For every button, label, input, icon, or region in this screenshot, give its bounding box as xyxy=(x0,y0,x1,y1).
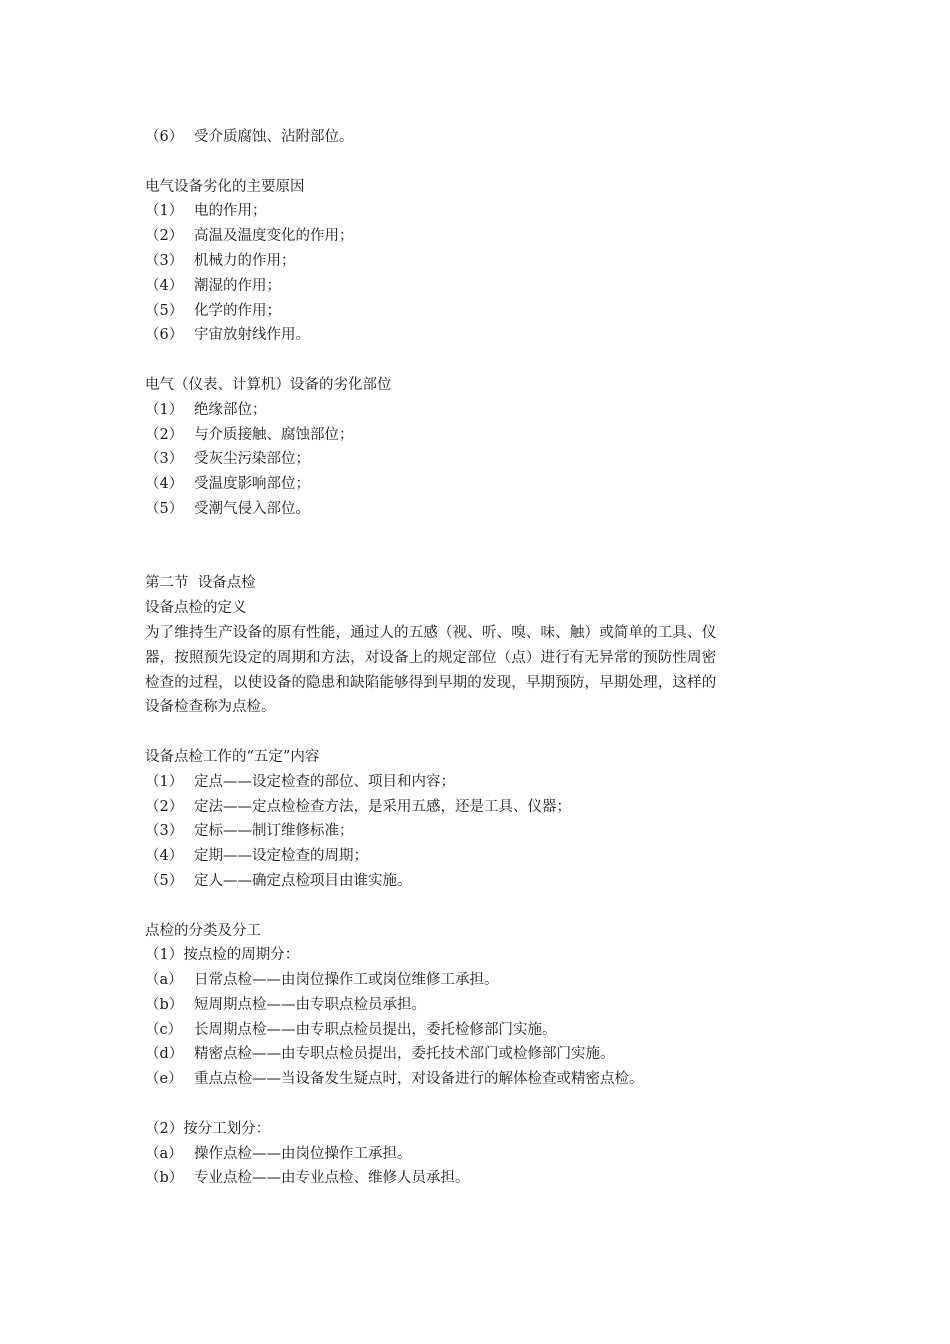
section-heading: 电气设备劣化的主要原因 xyxy=(145,178,305,195)
item-text: 宇宙放射线作用。 xyxy=(194,327,310,344)
item-text: 重点点检——当设备发生疑点时，对设备进行的解体检查或精密点检。 xyxy=(194,1071,644,1088)
list-item xyxy=(145,1042,810,1067)
list-item xyxy=(145,1018,810,1043)
item-number: （b） xyxy=(145,996,184,1013)
list-item xyxy=(145,447,810,472)
item-number: （b） xyxy=(145,1170,184,1187)
list-item xyxy=(145,1166,810,1191)
item-number: （6） xyxy=(145,129,184,145)
item-number: （1） xyxy=(145,773,184,790)
list-item xyxy=(145,125,810,150)
item-number: （2） xyxy=(145,426,184,443)
item-text: 机械力的作用； xyxy=(194,252,296,269)
item-number: （4） xyxy=(145,277,184,294)
definition-line: 为了维持生产设备的原有性能，通过人的五感（视、听、嗅、味、触）或简单的工具、仪 xyxy=(145,624,717,641)
item-text: 化学的作用； xyxy=(194,302,281,319)
item-number: （1） xyxy=(145,203,184,220)
list-item xyxy=(145,224,810,249)
definition-line: 器，按照预先设定的周期和方法，对设备上的规定部位（点）进行有无异常的预防性周密 xyxy=(145,649,717,666)
list-item xyxy=(145,497,810,522)
item-number: （4） xyxy=(145,848,184,865)
item-number: （2） xyxy=(145,798,184,815)
list-item xyxy=(145,323,810,348)
list-item xyxy=(145,993,810,1018)
item-number: （4） xyxy=(145,476,184,493)
item-text: 绝缘部位； xyxy=(194,401,267,418)
item-number: （5） xyxy=(145,500,184,517)
list-item xyxy=(145,819,810,844)
section-heading: 点检的分类及分工 xyxy=(145,922,261,939)
item-number: （a） xyxy=(145,972,183,989)
item-number: （e） xyxy=(145,1071,183,1088)
item-number: （a） xyxy=(145,1145,183,1162)
item-text: 定法——定点检检查方法，是采用五感，还是工具、仪器； xyxy=(194,798,571,815)
list-item xyxy=(145,1142,810,1167)
item-text: 受温度影响部位； xyxy=(194,476,310,493)
item-text: 精密点检——由专职点检员提出，委托技术部门或检修部门实施。 xyxy=(194,1046,615,1063)
item-text: 受潮气侵入部位。 xyxy=(194,500,310,517)
section-heading: 设备点检工作的“五定”内容 xyxy=(145,748,320,765)
item-number: （3） xyxy=(145,451,184,468)
definition-line: 检查的过程，以使设备的隐患和缺陷能够得到早期的发现，早期预防，早期处理，这样的 xyxy=(145,674,717,691)
list-item xyxy=(145,199,810,224)
item-text: 日常点检——由岗位操作工或岗位维修工承担。 xyxy=(194,972,499,989)
list-item xyxy=(145,274,810,299)
item-text: 定人——确定点检项目由谁实施。 xyxy=(194,872,412,889)
item-number: （1） xyxy=(145,401,184,418)
item-number: （6） xyxy=(145,327,184,344)
sub-heading: （1）按点检的周期分： xyxy=(145,947,300,964)
item-text: 长周期点检——由专职点检员提出，委托检修部门实施。 xyxy=(194,1021,557,1038)
item-number: （2） xyxy=(145,228,184,245)
document-page xyxy=(145,125,810,1191)
list-item xyxy=(145,398,810,423)
item-text: 定期——设定检查的周期； xyxy=(194,848,368,865)
item-number: （3） xyxy=(145,823,184,840)
list-item xyxy=(145,968,810,993)
item-text: 专业点检——由专业点检、维修人员承担。 xyxy=(194,1170,470,1187)
list-item xyxy=(145,770,810,795)
item-number: （5） xyxy=(145,302,184,319)
item-text: 潮湿的作用； xyxy=(194,277,281,294)
item-number: （d） xyxy=(145,1046,184,1063)
list-item xyxy=(145,795,810,820)
list-item xyxy=(145,472,810,497)
item-text: 电的作用； xyxy=(194,203,267,220)
list-item xyxy=(145,299,810,324)
item-text: 高温及温度变化的作用； xyxy=(194,228,354,245)
item-text: 受介质腐蚀、沾附部位。 xyxy=(194,129,354,145)
list-item xyxy=(145,844,810,869)
item-text: 与介质接触、腐蚀部位； xyxy=(194,426,354,443)
definition-heading: 设备点检的定义 xyxy=(145,600,247,617)
section-title: 第二节 设备点检 xyxy=(145,575,256,592)
list-item xyxy=(145,869,810,894)
list-item xyxy=(145,1067,810,1092)
item-text: 操作点检——由岗位操作工承担。 xyxy=(194,1145,412,1162)
item-number: （c） xyxy=(145,1021,183,1038)
item-number: （5） xyxy=(145,872,184,889)
item-text: 受灰尘污染部位； xyxy=(194,451,310,468)
item-text: 短周期点检——由专职点检员承担。 xyxy=(194,996,426,1013)
item-number: （3） xyxy=(145,252,184,269)
section-heading: 电气（仪表、计算机）设备的劣化部位 xyxy=(145,376,392,393)
item-text: 定点——设定检查的部位、项目和内容； xyxy=(194,773,455,790)
definition-line: 设备检查称为点检。 xyxy=(145,699,276,716)
list-item xyxy=(145,249,810,274)
sub-heading: （2）按分工划分： xyxy=(145,1120,271,1137)
list-item xyxy=(145,423,810,448)
item-text: 定标——制订维修标准； xyxy=(194,823,354,840)
